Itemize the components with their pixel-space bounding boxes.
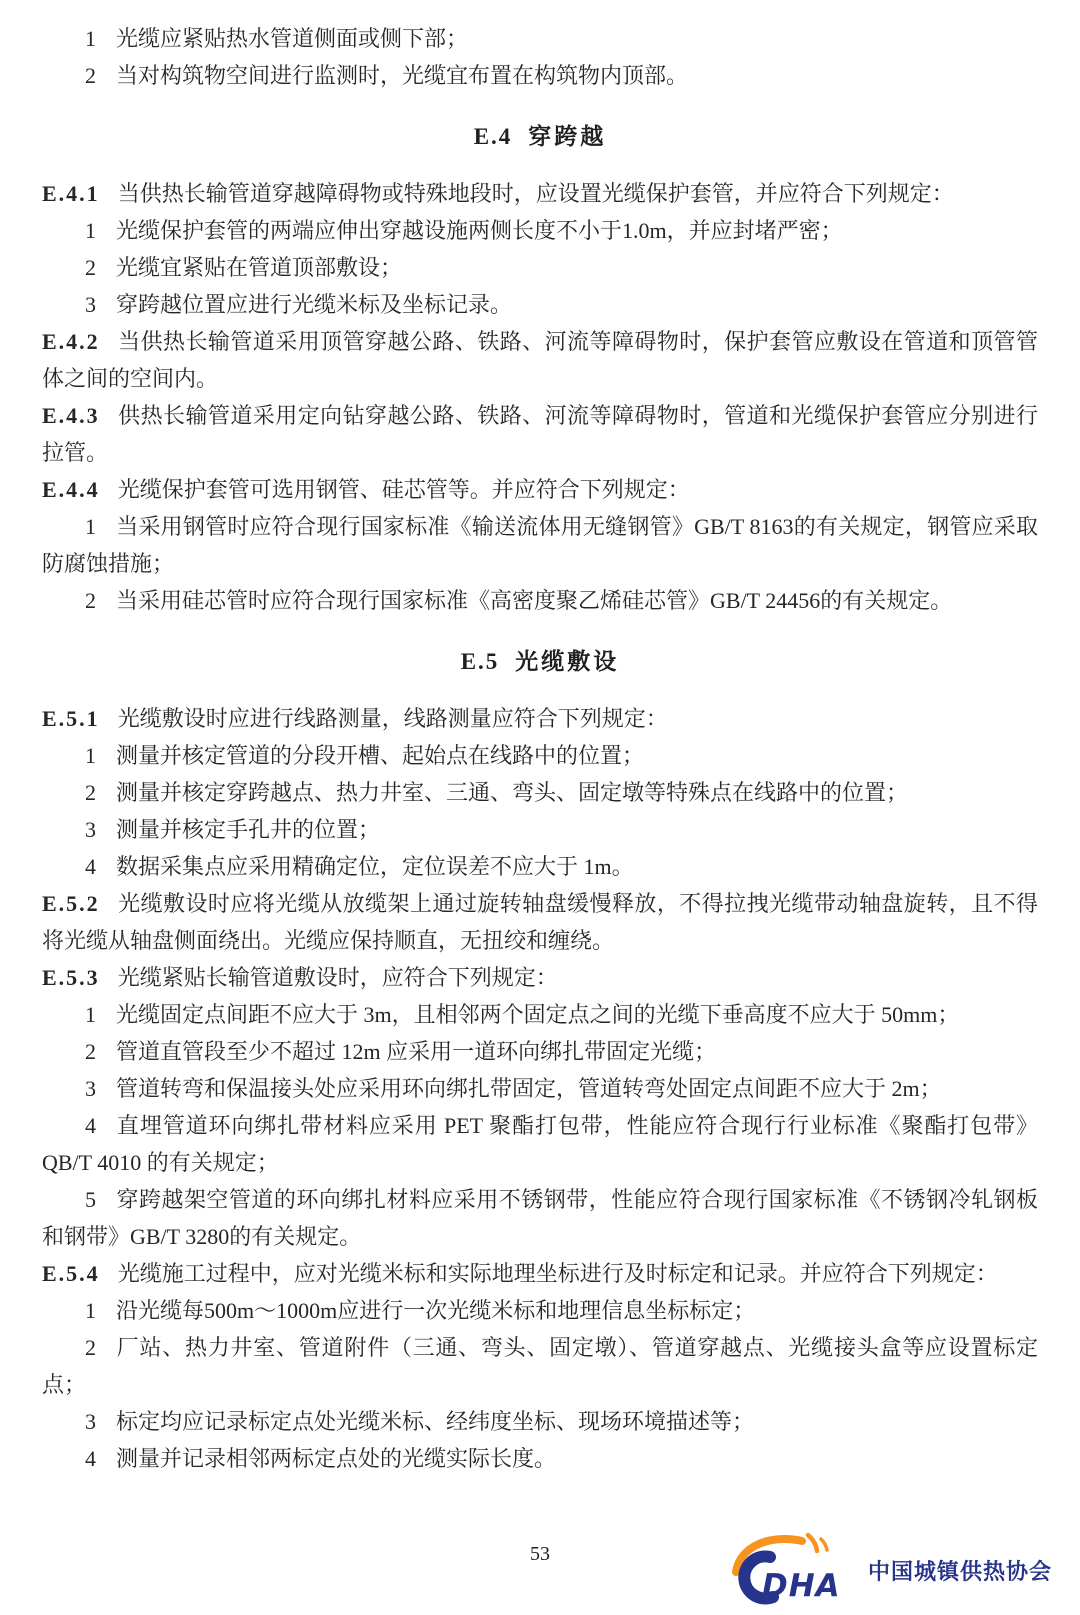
clause-paragraph (42, 471, 1038, 508)
item-number: 1 (85, 743, 96, 768)
clause-label: E.4.4 (42, 477, 100, 502)
item-number: 3 (85, 1409, 96, 1434)
clause-text: 光缆施工过程中，应对光缆米标和实际地理坐标进行及时标定和记录。并应符合下列规定： (117, 1261, 998, 1286)
clause-paragraph (42, 175, 1038, 212)
heading-title: 穿跨越 (528, 123, 607, 149)
clause-label: E.4.1 (42, 181, 100, 206)
item-text: 沿光缆每500m～1000m应进行一次光缆米标和地理信息坐标标定； (116, 1298, 756, 1323)
list-item (42, 508, 1038, 582)
list-item (42, 1403, 1038, 1440)
item-number: 2 (85, 1335, 96, 1360)
item-number: 1 (85, 26, 96, 51)
list-item (42, 57, 1038, 94)
logo-acronym: DHA (761, 1568, 841, 1604)
list-item (42, 1440, 1038, 1477)
item-text: 管道直管段至少不超过 12m 应采用一道环向绑扎带固定光缆； (116, 1039, 717, 1064)
item-text: 穿跨越位置应进行光缆米标及坐标记录。 (116, 292, 513, 317)
document-body (42, 20, 1038, 1477)
clause-label: E.5.2 (42, 891, 100, 916)
page-number: 53 (530, 1543, 550, 1565)
clause-paragraph (42, 959, 1038, 996)
item-text: 光缆固定点间距不应大于 3m，且相邻两个固定点之间的光缆下垂高度不应大于 50mm； (116, 1002, 960, 1027)
clause-text: 光缆敷设时应将光缆从放缆架上通过旋转轴盘缓慢释放，不得拉拽光缆带动轴盘旋转，且不得将光缆从轴盘侧面绕出。光缆应保持顺直，无扭绞和缠绕。 (42, 891, 1038, 953)
heading-label: E.5 (460, 649, 500, 674)
heading-title: 光缆敷设 (515, 648, 620, 674)
item-number: 1 (85, 1002, 96, 1027)
item-number: 4 (85, 854, 96, 879)
clause-label: E.5.4 (42, 1261, 100, 1286)
list-item (42, 1181, 1038, 1255)
clause-text: 当供热长输管道穿越障碍物或特殊地段时，应设置光缆保护套管，并应符合下列规定： (117, 181, 954, 206)
item-number: 1 (85, 218, 96, 243)
item-number: 2 (85, 780, 96, 805)
item-text: 测量并核定穿跨越点、热力井室、三通、弯头、固定墩等特殊点在线路中的位置； (116, 780, 909, 805)
list-item (42, 20, 1038, 57)
item-text: 管道转弯和保温接头处应采用环向绑扎带固定，管道转弯处固定点间距不应大于 2m； (116, 1076, 942, 1101)
item-number: 1 (85, 514, 96, 539)
item-text: 光缆宜紧贴在管道顶部敷设； (116, 255, 403, 280)
item-number: 3 (85, 817, 96, 842)
item-text: 测量并记录相邻两标定点处的光缆实际长度。 (116, 1446, 557, 1471)
clause-label: E.5.1 (42, 706, 100, 731)
section-heading (42, 118, 1038, 155)
item-number: 3 (85, 292, 96, 317)
list-item (42, 212, 1038, 249)
list-item (42, 1107, 1038, 1181)
item-text: 直埋管道环向绑扎带材料应采用 PET 聚酯打包带，性能应符合现行行业标准《聚酯打包带》QB/T 4010 的有关规定； (42, 1113, 1038, 1175)
clause-text: 光缆保护套管可选用钢管、硅芯管等。并应符合下列规定： (117, 477, 690, 502)
clause-label: E.4.3 (42, 403, 100, 428)
list-item (42, 811, 1038, 848)
item-number: 4 (85, 1113, 96, 1138)
item-text: 光缆保护套管的两端应伸出穿越设施两侧长度不小于1.0m，并应封堵严密； (116, 218, 843, 243)
clause-label: E.5.3 (42, 965, 100, 990)
item-number: 2 (85, 63, 96, 88)
logo-org-name: 中国城镇供热协会 (867, 1558, 1052, 1584)
item-number: 2 (85, 588, 96, 613)
list-item (42, 1292, 1038, 1329)
clause-paragraph (42, 700, 1038, 737)
clause-paragraph (42, 1255, 1038, 1292)
list-item (42, 996, 1038, 1033)
logo-cdha-icon (728, 1530, 860, 1610)
list-item (42, 286, 1038, 323)
item-number: 2 (85, 255, 96, 280)
list-item (42, 582, 1038, 619)
item-text: 穿跨越架空管道的环向绑扎材料应采用不锈钢带，性能应符合现行国家标准《不锈钢冷轧钢板和钢带》GB/T 3280的有关规定。 (42, 1187, 1038, 1249)
item-number: 1 (85, 1298, 96, 1323)
clause-paragraph (42, 885, 1038, 959)
item-number: 5 (85, 1187, 96, 1212)
clause-text: 光缆敷设时应进行线路测量，线路测量应符合下列规定： (117, 706, 668, 731)
item-text: 当采用硅芯管时应符合现行国家标准《高密度聚乙烯硅芯管》GB/T 24456的有关规定。 (116, 588, 953, 613)
clause-paragraph (42, 323, 1038, 397)
list-item (42, 1070, 1038, 1107)
item-text: 当对构筑物空间进行监测时，光缆宜布置在构筑物内顶部。 (116, 63, 689, 88)
clause-label: E.4.2 (42, 329, 100, 354)
list-item (42, 1329, 1038, 1403)
clause-text: 当供热长输管道采用顶管穿越公路、铁路、河流等障碍物时，保护套管应敷设在管道和顶管管体之间的空间内。 (42, 329, 1038, 391)
list-item (42, 848, 1038, 885)
heading-label: E.4 (473, 124, 513, 149)
clause-text: 光缆紧贴长输管道敷设时，应符合下列规定： (117, 965, 558, 990)
list-item (42, 1033, 1038, 1070)
item-number: 4 (85, 1446, 96, 1471)
item-text: 光缆应紧贴热水管道侧面或侧下部； (116, 26, 469, 51)
list-item (42, 737, 1038, 774)
item-text: 测量并核定手孔井的位置； (116, 817, 381, 842)
association-logo (728, 1528, 1052, 1612)
item-text: 标定均应记录标定点处光缆米标、经纬度坐标、现场环境描述等； (116, 1409, 755, 1434)
clause-paragraph (42, 397, 1038, 471)
item-number: 3 (85, 1076, 96, 1101)
clause-text: 供热长输管道采用定向钻穿越公路、铁路、河流等障碍物时，管道和光缆保护套管应分别进行拉管。 (42, 403, 1038, 465)
document-page (42, 20, 1038, 1477)
list-item (42, 774, 1038, 811)
item-text: 当采用钢管时应符合现行国家标准《输送流体用无缝钢管》GB/T 8163的有关规定，钢管应采取防腐蚀措施； (42, 514, 1038, 576)
section-heading (42, 643, 1038, 680)
item-text: 厂站、热力井室、管道附件（三通、弯头、固定墩）、管道穿越点、光缆接头盒等应设置标定点； (42, 1335, 1038, 1397)
item-number: 2 (85, 1039, 96, 1064)
list-item (42, 249, 1038, 286)
item-text: 测量并核定管道的分段开槽、起始点在线路中的位置； (116, 743, 645, 768)
item-text: 数据采集点应采用精确定位，定位误差不应大于 1m。 (116, 854, 634, 879)
